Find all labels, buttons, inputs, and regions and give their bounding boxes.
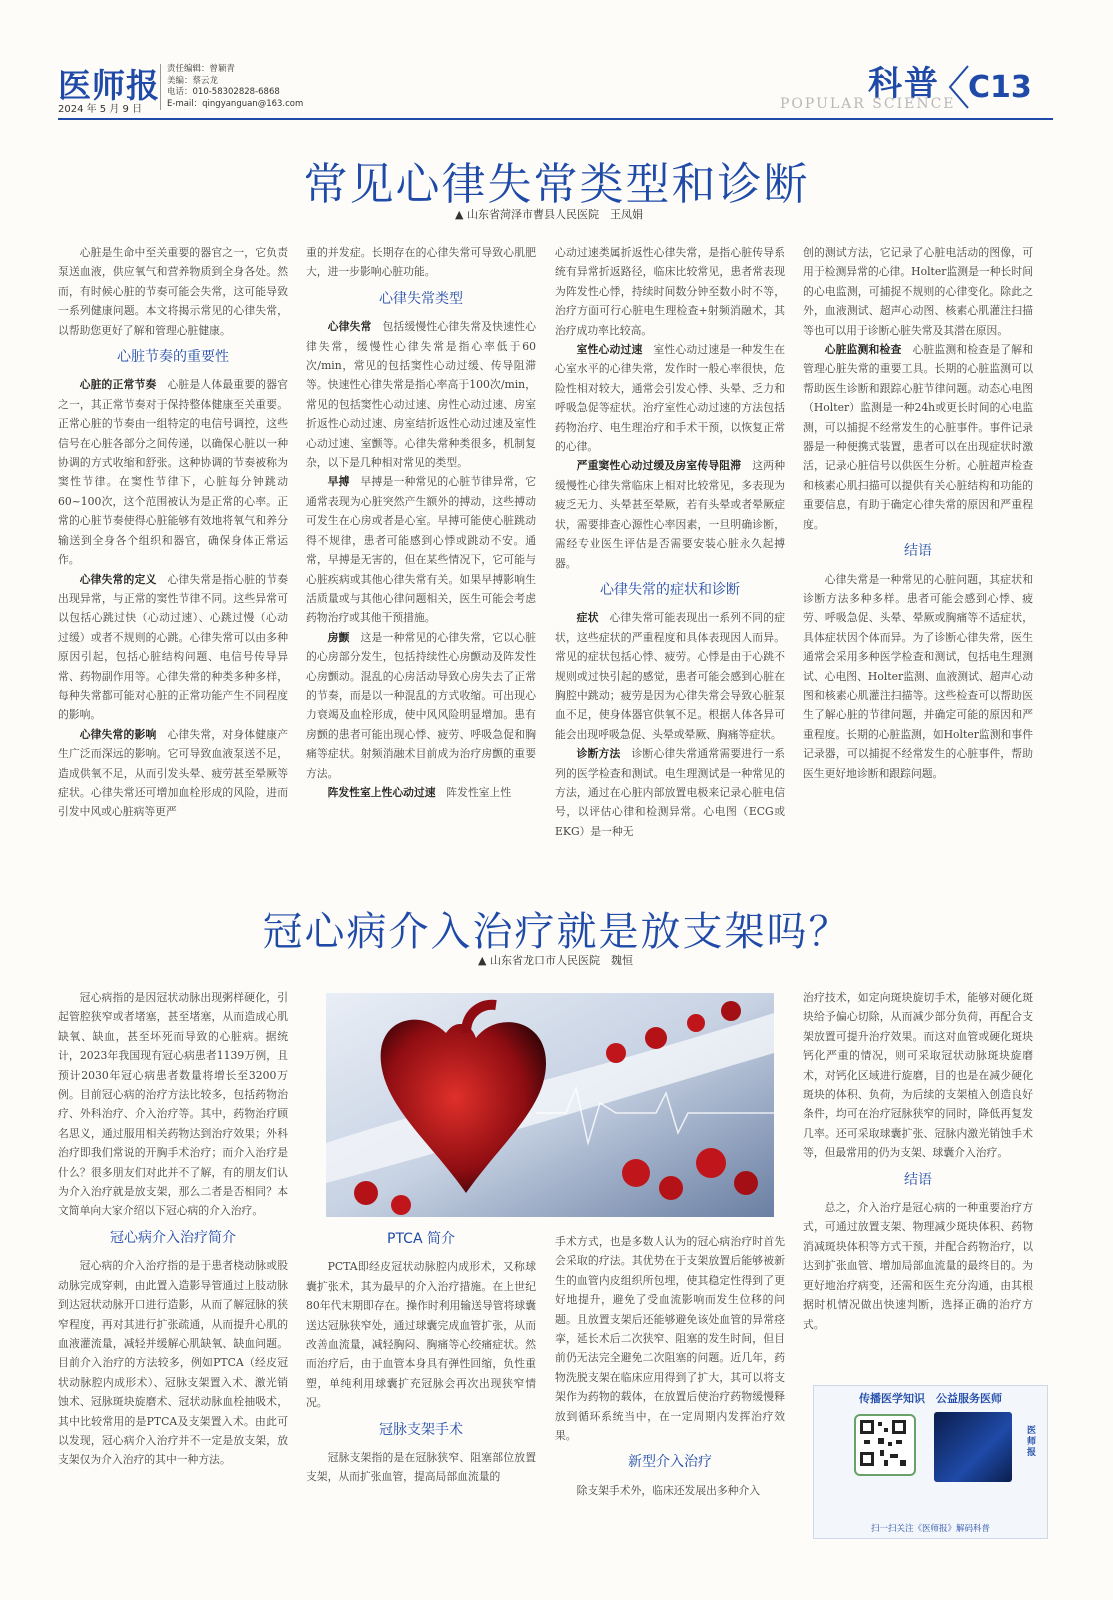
staff-phone: 电话：010-58302828-6868 <box>167 87 280 97</box>
article1-column-4 <box>803 243 1033 863</box>
paragraph-text: 心律失常可能表现出一系列不同的症状，这些症状的严重程度和具体表现因人而异。常见的症状包括心悸、疲劳。心悸是由于心跳不规则或过快引起的感觉，患者可能会感到心脏在胸腔中跳动；疲劳是因为心律失常会导致心脏泵血不足，使身体器官供氧不足。根据人体各异可能会出现呼吸急促、头晕或晕厥、胸痛等症状。 <box>555 611 785 741</box>
subheading: 心律失常类型 <box>379 290 463 307</box>
paragraph <box>555 340 785 456</box>
article1-byline: ▲ 山东省菏泽市曹县人民医院 王凤娟 <box>455 208 643 221</box>
subheading: 结语 <box>904 543 932 560</box>
paragraph-text: 心脏监测和检查是了解和管理心脏失常的重要工具。长期的心脏监测可以帮助医生诊断和跟踪心脏节律问题。动态心电图（Holter）监测是一种24h或更长时间的心电监测，可以捕捉不经常发生的心脏事件。事件记录器是一种便携式装置，患者可以在出现症状时激活，记录心脏信号以供医生分析。心脏超声检查和核素心肌扫描可以提供有关心脏结构和功能的重要信息，有助于确定心律失常的原因和严重程度。 <box>803 343 1033 531</box>
lead-term: 心律失常 <box>327 320 372 334</box>
staff-credits <box>160 64 303 110</box>
paragraph <box>306 628 536 783</box>
subheading: PTCA 简介 <box>387 1231 455 1247</box>
article2-column-2 <box>306 1230 536 1570</box>
paragraph <box>306 317 536 472</box>
section-name-en: POPULAR SCIENCE <box>780 96 956 112</box>
lead-term: 诊断方法 <box>576 747 621 761</box>
subheading: 冠脉支架手术 <box>379 1421 463 1438</box>
subheading: 结语 <box>904 1171 932 1188</box>
lead-term: 心律失常的影响 <box>79 727 157 741</box>
paragraph-text: 早搏是一种常见的心脏节律异常，它通常表现为心脏突然产生额外的搏动，这些搏动可发生在心房或者是心室。早搏可能使心脏跳动得不规律，患者可能感到心悸或跳动不安。通常，早搏是无害的，但在某些情况下，它可能与心脏疾病或其他心律失常有关。如果早搏影响生活质量或与其他心律问题相关，医生可能会考虑药物治疗或其他干预措施。 <box>306 475 536 625</box>
heart-illustration-graphic <box>326 993 774 1217</box>
staff-designer: 美编：蔡云龙 <box>167 75 219 86</box>
paragraph-text: 这两种缓慢性心律失常临床上相对比较常见，多表现为疲乏无力、头晕甚至晕厥，若有头晕或者晕厥症状，需要排查心源性心率因素，一旦明确诊断，需经专业医生评估是否需要安装心脏永久起搏器。 <box>555 459 785 570</box>
promo-title: 传播医学知识 公益服务医师 <box>859 1392 1002 1405</box>
paragraph: 除支架手术外，临床还发展出多种介入 <box>576 1483 761 1497</box>
subheading: 心脏节奏的重要性 <box>117 349 229 366</box>
article2-column-1 <box>58 988 288 1573</box>
paragraph <box>58 725 288 822</box>
promo-box <box>813 1385 1048 1539</box>
paragraph-text: 包括缓慢性心律失常及快速性心律失常，缓慢性心律失常是指心率低于60次/min，常见的包括窦性心动过缓、传导阻滞等。快速性心律失常是指心率高于100次/min，常见的包括窦性心动过速、房性心动过速、房室折返性心动过速、房室结折返性心动过速及室性心动过速、室颤等。心律失常种类很多，机制复杂，以下是几种相对常见的类型。 <box>306 320 536 470</box>
lead-term: 症状 <box>576 611 599 625</box>
paragraph: 冠心病指的是因冠状动脉出现粥样硬化，引起管腔狭窄或者堵塞，甚至堵塞，从而造成心肌缺氧、缺血，甚至坏死而导致的心脏病。据统计，2023年我国现有冠心病患者1139万例，且预计2030年冠心病患者数量将增长至3200万例。目前冠心病的治疗方法比较多，包括药物治疗、外科治疗、介入治疗等。其中，药物治疗顾名思义，通过服用相关药物达到治疗效果；外科治疗即我们常说的开胸手术治疗；而介入治疗是什么？很多朋友们对此并不了解，有的朋友们认为介入治疗就是放支架，那么二者是否相同？本文简单向大家介绍以下冠心病的介入治疗。 <box>58 991 288 1218</box>
staff-editor: 责任编辑：曾颖青 <box>167 64 236 74</box>
video-thumbnail[interactable] <box>934 1412 1012 1482</box>
paragraph <box>58 570 288 725</box>
paragraph <box>555 744 785 841</box>
lead-term: 心律失常的定义 <box>79 572 157 586</box>
paragraph: 创的测试方法，它记录了心脏电活动的图像，可用于检测异常的心律。Holter监测是一种长时间的心电监测，可捕捉不规则的心律变化。除此之外，血液测试、超声心动图、核素心肌灌注扫描等也可以用于诊断心脏失常及其潜在原因。 <box>803 246 1033 337</box>
article2-column-4 <box>803 988 1033 1373</box>
subheading: 心律失常的症状和诊断 <box>600 581 740 598</box>
paragraph-text: 心脏是人体最重要的器官之一，其正常节奏对于保持整体健康至关重要。正常心脏的节奏由一组特定的电信号调控，这些信号在心脏各部分之间传递，以确保心脏以一种协调的方式收缩和舒张。这种协调的节奏被称为窦性节律。在窦性节律下，心脏每分钟跳动60~100次，这个范围被认为是正常的心率。正常的心脏节奏使得心脏能够有效地将氧气和养分输送到全身各个组织和器官，确保身体正常运作。 <box>58 378 288 567</box>
promo-footer: 扫一扫关注《医师报》解码科普 <box>870 1524 990 1534</box>
paragraph <box>58 375 288 569</box>
article1-column-1 <box>58 243 288 863</box>
paragraph: 心律失常是一种常见的心脏问题，其症状和诊断方法多种多样。患者可能会感到心悸、疲劳、呼吸急促、头晕、晕厥或胸痛等不适症状，具体症状因个体而异。为了诊断心律失常，医生通常会采用多种医学检查和测试，包括电生理测试、心电图、Holter监测、血液测试、超声心动图和核素心肌灌注扫描等。这些检查可以帮助医生了解心脏的节律问题，并确定可能的原因和严重程度。长期的心脏监测，如Holter监测和事件记录器，可以捕捉不经常发生的心脏事件，帮助医生更好地诊断和跟踪问题。 <box>803 572 1033 780</box>
subheading: 冠心病介入治疗简介 <box>110 1229 236 1246</box>
article1-column-3 <box>555 243 785 863</box>
article2-title: 冠心病介入治疗就是放支架吗？ <box>262 909 851 955</box>
paragraph-text: 心律失常，对身体健康产生广泛而深远的影响。它可导致血液泵送不足，造成供氧不足，从而引发头晕、疲劳甚至晕厥等症状。心律失常还可增加血栓形成的风险，进而引发中风或心脏病等更严 <box>58 727 288 819</box>
lead-term: 严重窦性心动过缓及房室传导阻滞 <box>576 459 742 473</box>
article1-title: 常见心律失常类型和诊断 <box>303 159 810 210</box>
paragraph: 总之，介入治疗是冠心病的一种重要治疗方式，可通过放置支架、物理减少斑块体积、药物消减斑块体积等方式干预，并配合药物治疗，以达到扩张血管、增加局部血流量的最终目的。为更好地治疗病变，还需和医生充分沟通，由其根据时机情况做出快速判断，选择正确的治疗方式。 <box>803 1201 1033 1331</box>
paragraph <box>306 783 536 802</box>
staff-email: E-mail：qingyanguan@163.com <box>167 98 304 109</box>
paragraph-text: 这是一种常见的心律失常，它以心脏的心房部分发生，包括持续性心房颤动及阵发性心房颤动。混乱的心房活动导致心房失去了正常的节奏，而是以一种混乱的方式收缩。可出现心力衰竭及血栓形成，使中风风险明显增加。患有房颤的患者可能出现心悸、疲劳、呼吸急促和胸痛等症状。射频消融术目前成为治疗房颤的重要方法。 <box>306 630 536 780</box>
paragraph <box>803 340 1033 534</box>
masthead-logo: 医师报 <box>58 66 160 105</box>
paragraph: 心脏是生命中至关重要的器官之一，它负责泵送血液，供应氧气和营养物质到全身各处。然而，有时候心脏的节奏可能会失常，这可能导致一系列健康问题。本文将揭示常见的心律失常，以帮助您更好了解和管理心脏健康。 <box>58 246 288 337</box>
paragraph: 治疗技术，如定向斑块旋切手术，能够对硬化斑块给予偏心切除，从而减少部分负荷，再配合支架放置可提升治疗效果。而这对血管或硬化斑块钙化严重的情况，则可采取冠状动脉斑块旋磨术，对钙化区域进行旋磨，目的也是在减少硬化斑块的体积、负荷，为后续的支架植入创造良好条件，均可在治疗冠脉狭窄的同时，降低再复发几率。还可采取球囊扩张、冠脉内激光销蚀手术等，但最常用的仍为支架、球囊介入治疗。 <box>803 991 1033 1160</box>
promo-side-label: 医师报 <box>1027 1426 1037 1458</box>
paragraph-text: 室性心动过速是一种发生在心室水平的心律失常，发作时一般心率很快，危险性相对较大，通常会引发心悸、头晕、乏力和呼吸急促等症状。治疗室性心动过速的方法包括药物治疗、电生理治疗和手术干预，以恢复正常的心律。 <box>555 343 785 454</box>
paragraph: 冠心病的介入治疗指的是于患者桡动脉或股动脉完成穿刺，由此置入造影导管通过上肢动脉到达冠状动脉开口进行造影，从而了解冠脉的狭窄程度，再对其进行扩张疏通，从而提升心肌的血液灌流量，减轻并缓解心肌缺氧、缺血问题。目前介入治疗的方法较多，例如PTCA（经皮冠状动脉腔内成形术）、冠脉支架置入术、激光销蚀术、冠脉斑块旋磨术、冠状动脉血栓抽吸术，其中比较常用的是PTCA及支架置入术。由此可以发现，冠心病介入治疗并不一定是放支架，放支架仅为介入治疗的其中一种方法。 <box>58 1259 288 1467</box>
lead-term: 房颤 <box>327 630 350 644</box>
paragraph: 心动过速类属折返性心律失常，是指心脏传导系统有异常折返路径，临床比较常见，患者常表现为阵发性心悸，持续时间数分钟至数小时不等，治疗方面可行心脏电生理检查+射频消融术，其治疗成功率比较高。 <box>555 246 785 337</box>
paragraph: 重的并发症。长期存在的心律失常可导致心肌肥大，进一步影响心脏功能。 <box>306 246 536 279</box>
paragraph: 冠脉支架指的是在冠脉狭窄、阻塞部位放置支架，从而扩张血管，提高局部血流量的 <box>306 1451 536 1484</box>
paragraph <box>555 456 785 572</box>
lead-term: 心脏的正常节奏 <box>79 378 157 392</box>
article1-column-2 <box>306 243 536 863</box>
paragraph-text: 诊断心律失常通常需要进行一系列的医学检查和测试。电生理测试是一种常见的方法，通过在心脏内部放置电极来记录心脏电信号，以评估心律和检测异常。心电图（ECG或EKG）是一种无 <box>555 747 785 838</box>
lead-term: 阵发性室上性心动过速 <box>327 785 436 799</box>
heart-illustration <box>326 993 774 1217</box>
qr-pattern <box>856 1416 910 1470</box>
page-number: C13 <box>968 70 1032 105</box>
paragraph <box>306 472 536 627</box>
qr-code-icon[interactable] <box>854 1414 916 1476</box>
issue-date: 2024 年 5 月 9 日 <box>58 104 143 115</box>
paragraph <box>555 608 785 744</box>
section-name: 科普 <box>868 64 940 104</box>
subheading: 新型介入治疗 <box>628 1454 712 1471</box>
header-rule <box>58 118 1053 120</box>
paragraph-text: 心律失常是指心脏的节奏出现异常，与正常的窦性节律不同。这些异常可以包括心跳过快（心动过速）、心跳过慢（心动过缓）或者不规则的心跳。心律失常可以由多种原因引起，包括心脏结构问题、电信号传导异常、药物副作用等。心律失常的种类多种多样，每种失常都可能对心脏的正常功能产生不同程度的影响。 <box>58 572 288 722</box>
article2-column-3 <box>555 1232 785 1572</box>
lead-term: 心脏监测和检查 <box>824 343 902 357</box>
lead-term: 室性心动过速 <box>576 343 643 357</box>
paragraph: PCTA即经皮冠状动脉腔内成形术，又称球囊扩张术，其为最早的介入治疗措施。在上世纪80年代末期即存在。操作时利用输送导管将球囊送达冠脉狭窄处，通过球囊完成血管扩张，从而改善血流量，减轻胸闷、胸痛等心绞痛症状。然而治疗后，由于血管本身具有弹性回缩，负性重塑，单纯利用球囊扩充冠脉会再次出现狭窄情况。 <box>306 1260 536 1410</box>
paragraph-text: 阵发性室上性 <box>446 785 512 799</box>
lead-term: 早搏 <box>327 475 350 489</box>
article2-byline: ▲ 山东省龙口市人民医院 魏恒 <box>478 954 633 967</box>
paragraph: 手术方式，也是多数人认为的冠心病治疗时首先会采取的疗法。其优势在于支架放置后能够被新生的血管内皮组织所包埋，使其稳定性得到了更好地提升，避免了受血流影响而发生位移的问题。且放置支架后还能够避免该处血管的异常痉挛，延长术后二次狭窄、阻塞的发生时间，但目前仍无法完全避免二次阻塞的问题。近几年，药物洗脱支架在临床应用得到了扩大，其可以将支架作为药物的载体，在放置后使治疗药物缓慢释放到循环系统当中，在一定周期内发挥治疗效果。 <box>555 1235 785 1443</box>
